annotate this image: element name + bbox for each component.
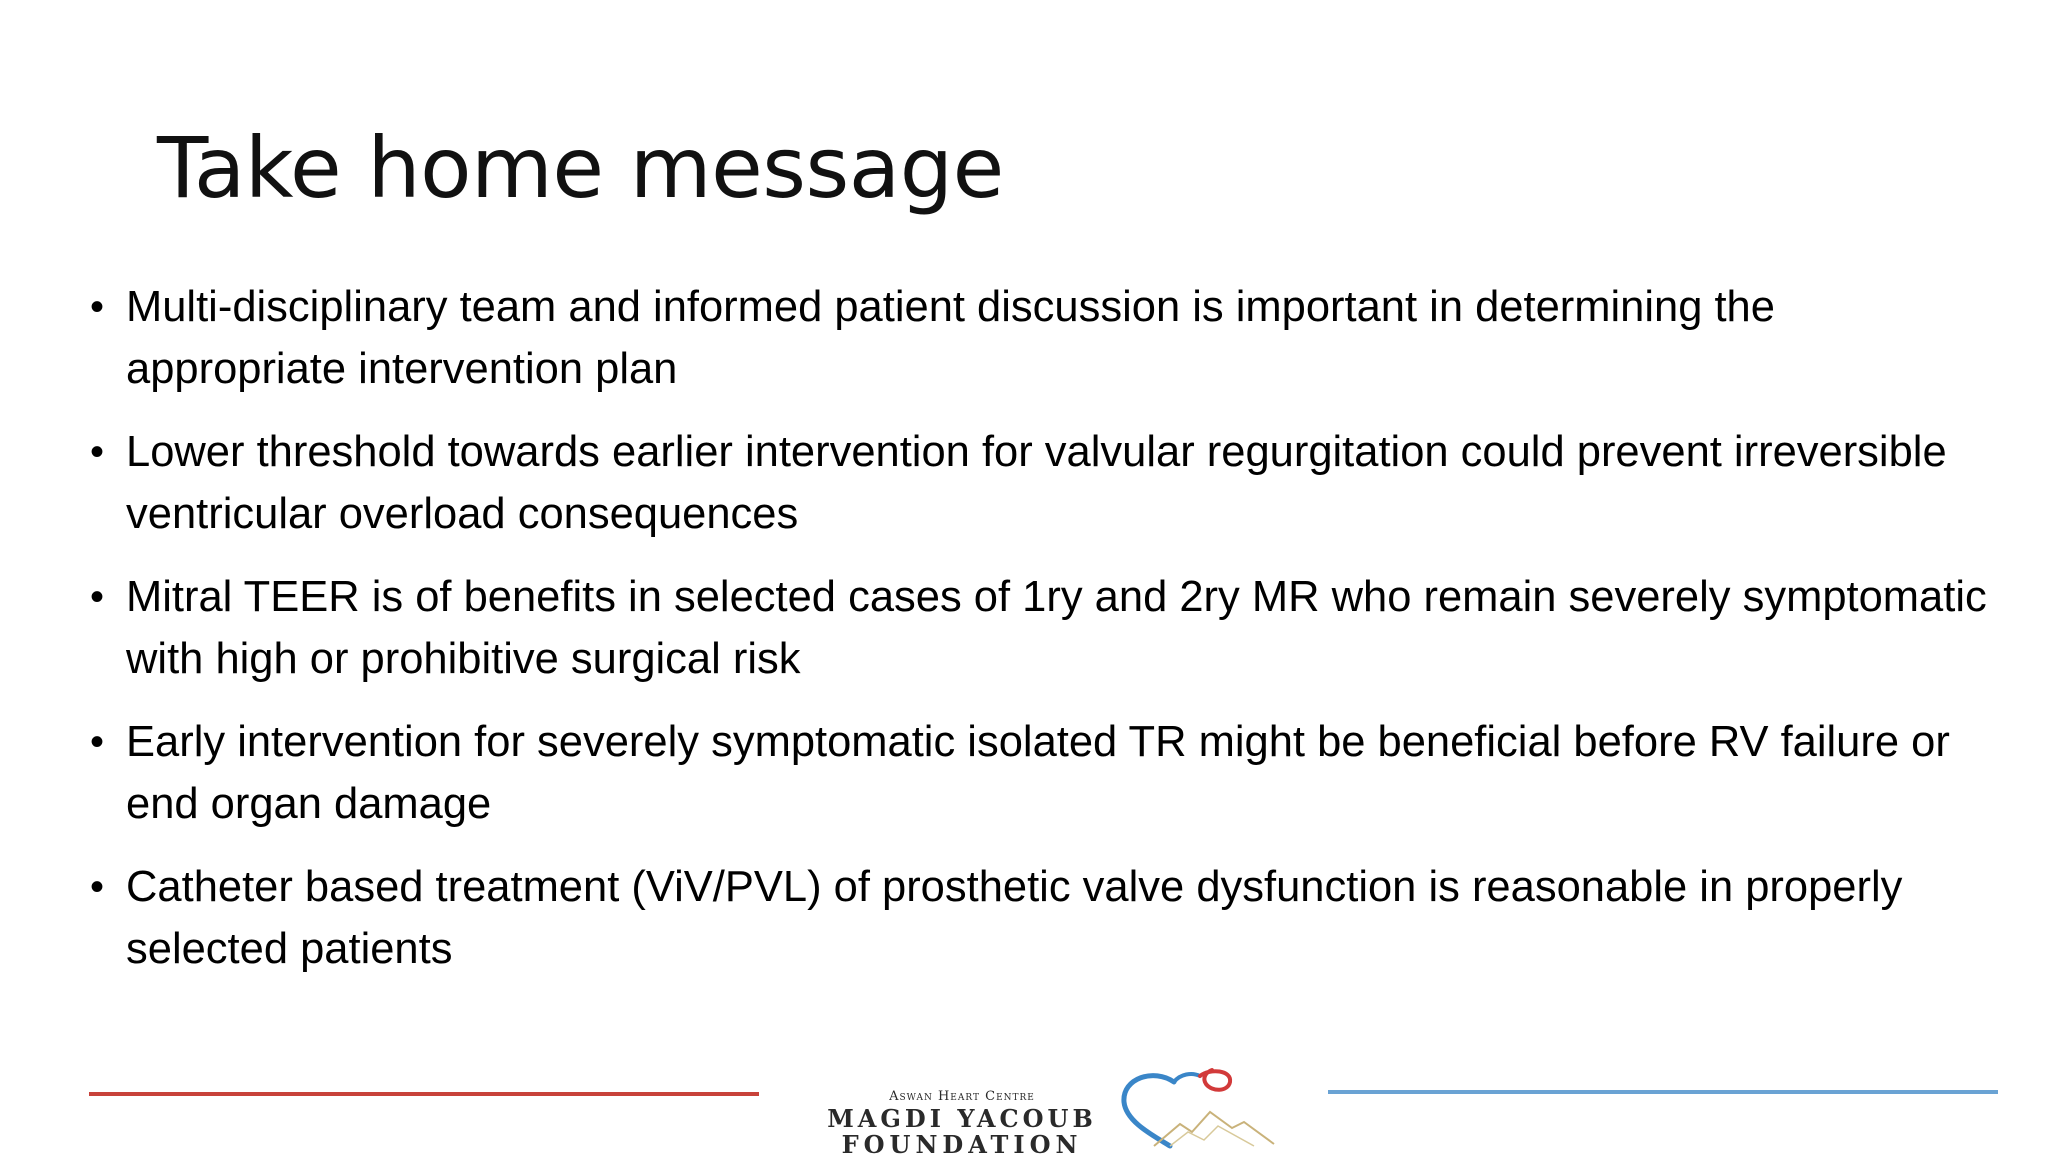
footer-blue-rule [1328, 1090, 1998, 1094]
bullet-item [84, 856, 2004, 980]
bullet-text: Mitral TEER is of benefits in selected cases of 1ry and 2ry MR who remain severely symptomatic with high or prohibitive surgical risk [126, 573, 1987, 683]
bullet-item [84, 421, 2004, 545]
bullet-text: Catheter based treatment (ViV/PVL) of prosthetic valve dysfunction is reasonable in properly selected patients [126, 863, 1903, 973]
heart-mountains-logo-icon [1114, 1066, 1284, 1150]
logo-subtitle: Aswan Heart Centre [889, 1089, 1035, 1104]
bullet-dot-icon: • [90, 720, 105, 764]
bullet-dot-icon: • [90, 575, 105, 619]
logo-foundation: FOUNDATION [841, 1130, 1083, 1159]
bullet-item [84, 711, 2004, 835]
logo-wordmark [812, 1056, 1112, 1158]
bullet-text: Early intervention for severely symptomatic isolated TR might be beneficial before RV failure or end organ damage [126, 718, 1950, 828]
foundation-logo [812, 1056, 1282, 1159]
bullet-item [84, 276, 2004, 400]
bullet-dot-icon: • [90, 865, 105, 909]
bullet-item [84, 566, 2004, 690]
bullet-dot-icon: • [90, 285, 105, 329]
bullet-text: Multi-disciplinary team and informed patient discussion is important in determining the appropriate intervention plan [126, 283, 1775, 393]
bullet-dot-icon: • [90, 430, 105, 474]
bullet-list [84, 276, 2004, 1001]
slide-title: Take home message [157, 119, 1004, 217]
logo-name: MAGDI YACOUB [827, 1104, 1097, 1133]
bullet-text: Lower threshold towards earlier intervention for valvular regurgitation could prevent irreversible ventricular overload consequences [126, 428, 1947, 538]
slide-footer [0, 1040, 2048, 1159]
footer-red-rule [89, 1092, 759, 1096]
